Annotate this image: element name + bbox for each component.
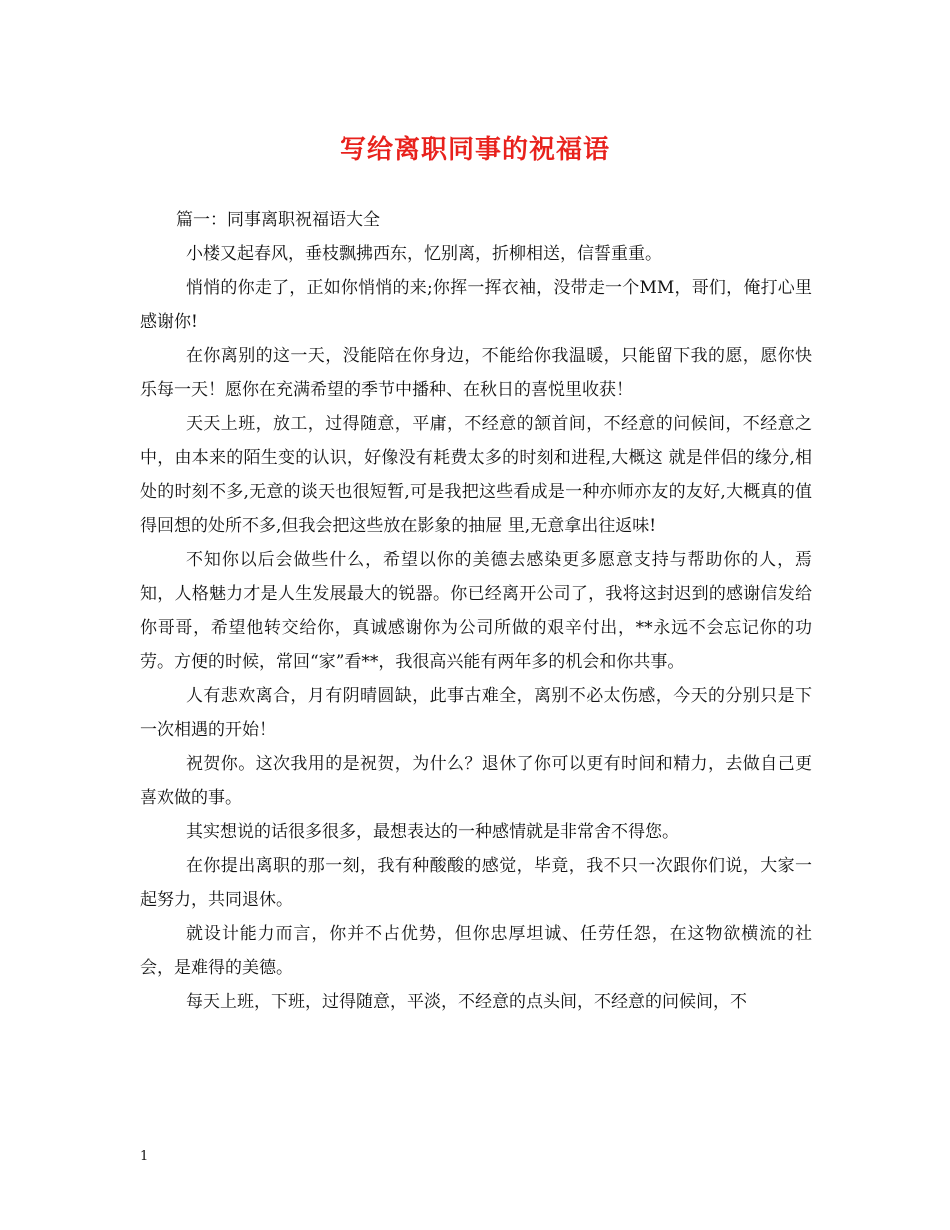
- paragraph-4: 天天上班，放工，过得随意，平庸，不经意的颔首间，不经意的问候间，不经意之中，由本来的陌生变的认识，好像没有耗费太多的时刻和进程,大概这 就是伴侣的缘分,相处的时刻不多,无意的谈天也很短暂,可是我把这些看成是一种亦师亦友的友好,大概真的值得回想的处所不多,但我会把这些放在影象的抽屉 里,无意拿出往返味!: [140, 414, 812, 536]
- section-heading: 篇一：同事离职祝福语大全: [176, 210, 380, 230]
- paragraph-9: 在你提出离职的那一刻，我有种酸酸的感觉，毕竟，我不只一次跟你们说，大家一起努力，共同退休。: [140, 856, 812, 910]
- paragraph-5: 不知你以后会做些什么，希望以你的美德去感染更多愿意支持与帮助你的人，焉知，人格魅力才是人生发展最大的锐器。你已经离开公司了，我将这封迟到的感谢信发给你哥哥，希望他转交给你，真诚感谢你为公司所做的艰辛付出，**永远不会忘记你的功劳。方便的时候，常回“家”看**，我很高兴能有两年多的机会和你共事。: [140, 550, 812, 672]
- paragraph-8: 其实想说的话很多很多，最想表达的一种感情就是非常舍不得您。: [186, 822, 679, 842]
- paragraph-1: 小楼又起春风，垂枝飘拂西东，忆别离，折柳相送，信誓重重。: [186, 244, 662, 264]
- paragraph-3: 在你离别的这一天，没能陪在你身边，不能给你我温暖，只能留下我的愿，愿你快乐每一天！愿你在充满希望的季节中播种、在秋日的喜悦里收获！: [140, 346, 812, 400]
- document-title: 写给离职同事的祝福语: [339, 135, 610, 165]
- paragraph-7: 祝贺你。这次我用的是祝贺，为什么？退休了你可以更有时间和精力，去做自己更喜欢做的事。: [140, 754, 812, 808]
- page-number: 1: [140, 1149, 149, 1164]
- paragraph-6: 人有悲欢离合，月有阴晴圆缺，此事古难全，离别不必太伤感，今天的分别只是下一次相遇的开始！: [140, 686, 812, 740]
- paragraph-11: 每天上班，下班，过得随意，平淡，不经意的点头间，不经意的问候间，不: [186, 992, 747, 1012]
- paragraph-2: 悄悄的你走了，正如你悄悄的来;你挥一挥衣袖，没带走一个MM，哥们，俺打心里感谢你!: [140, 278, 812, 332]
- document-body: [140, 203, 812, 1019]
- paragraph-10: 就设计能力而言，你并不占优势，但你忠厚坦诚、任劳任怨，在这物欲横流的社会，是难得的美德。: [140, 924, 812, 978]
